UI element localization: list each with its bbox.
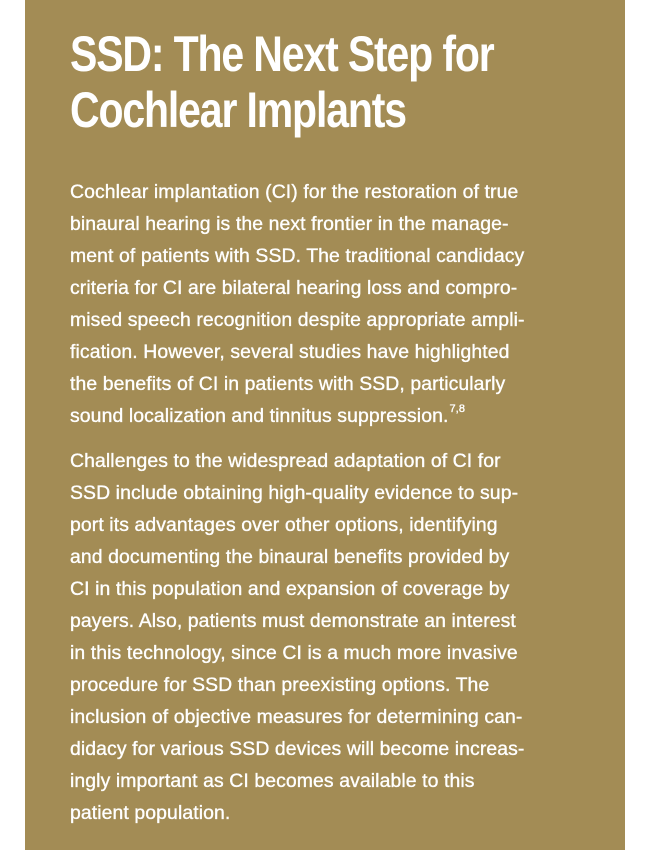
paragraph-2-line: port its advantages over other options, identifying xyxy=(70,514,498,536)
paragraph-1-line: binaural hearing is the next frontier in the manage- xyxy=(70,213,509,235)
title-line-1: SSD: The Next Step for xyxy=(70,26,494,82)
paragraph-1-line: fication. However, several studies have highlighted xyxy=(70,341,510,363)
paragraph-2-line: payers. Also, patients must demonstrate an interest xyxy=(70,610,516,632)
paragraph-1-line: mised speech recognition despite appropriate ampli- xyxy=(70,309,525,331)
paragraph-2-line: didacy for various SSD devices will become increas- xyxy=(70,738,525,760)
paragraph-2-line: inclusion of objective measures for determining can- xyxy=(70,706,523,728)
box-body xyxy=(70,176,581,829)
paragraph-1-line-text: sound localization and tinnitus suppression. xyxy=(70,405,449,427)
box-title xyxy=(70,26,578,138)
paragraph-2-line: ingly important as CI becomes available to this xyxy=(70,770,475,792)
citation-superscript: 7,8 xyxy=(449,402,466,415)
paragraph-2-line: SSD include obtaining high-quality evidence to sup- xyxy=(70,482,519,504)
paragraph-1 xyxy=(70,176,581,432)
paragraph-1-last-line xyxy=(70,400,581,432)
paragraph-1-line: ment of patients with SSD. The traditional candidacy xyxy=(70,245,525,267)
paragraph-1-line: Cochlear implantation (CI) for the restoration of true xyxy=(70,181,519,203)
paragraph-2-line: and documenting the binaural benefits provided by xyxy=(70,546,510,568)
paragraph-2-line: CI in this population and expansion of coverage by xyxy=(70,578,510,600)
sidebar-box xyxy=(25,0,625,850)
paragraph-2-line: in this technology, since CI is a much more invasive xyxy=(70,642,518,664)
paragraph-2-line: Challenges to the widespread adaptation of CI for xyxy=(70,450,501,472)
paragraph-2-line: patient population. xyxy=(70,802,231,824)
paragraph-1-line: criteria for CI are bilateral hearing loss and compro- xyxy=(70,277,518,299)
title-line-2: Cochlear Implants xyxy=(70,82,406,138)
paragraph-2-line: procedure for SSD than preexisting options. The xyxy=(70,674,490,696)
paragraph-2 xyxy=(70,445,581,829)
paragraph-1-line: the benefits of CI in patients with SSD, particularly xyxy=(70,373,506,395)
